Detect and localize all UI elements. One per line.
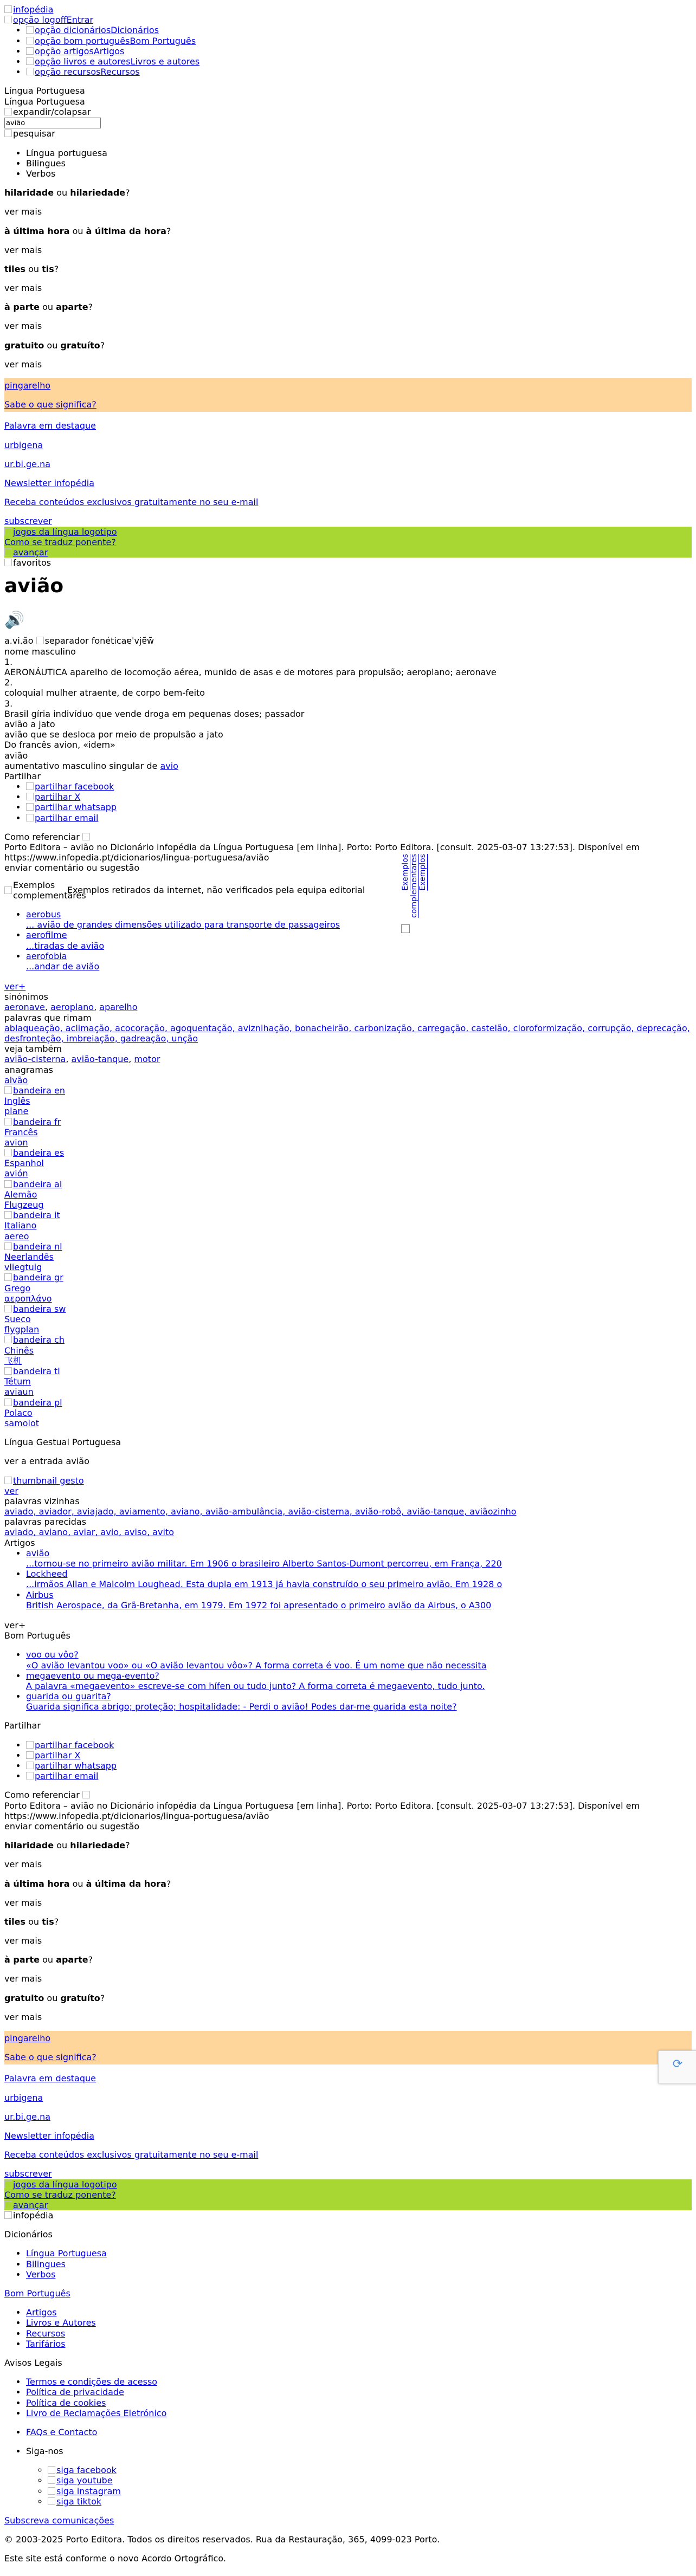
menu-item-dicionarios[interactable]: • opção dicionáriosDicionários bbox=[26, 25, 692, 35]
search-input[interactable] bbox=[4, 118, 101, 128]
quiz-more[interactable]: ver mais bbox=[4, 1859, 42, 1870]
word-promo[interactable]: pingarelho Sabe o que significa? bbox=[4, 378, 692, 412]
translations bbox=[4, 1085, 692, 1428]
logo-link[interactable]: infopédia bbox=[4, 4, 53, 15]
pronunciation: a.vi.ão separador fonéticaɐˈvjɐ̃w̃ bbox=[4, 636, 154, 646]
part-of-speech: nome masculino bbox=[4, 646, 76, 657]
see-also: avião-cisterna, avião-tanque, motor bbox=[4, 1054, 160, 1065]
games-logo-icon bbox=[4, 528, 12, 535]
flag-ch-icon bbox=[4, 1336, 12, 1343]
quiz-section-2 bbox=[4, 1840, 692, 2022]
dict-selector[interactable]: Língua Portuguesa bbox=[4, 86, 85, 96]
copy-icon bbox=[82, 833, 90, 840]
dictionary-icon bbox=[26, 26, 34, 34]
phrase: avião a jato bbox=[4, 719, 55, 729]
quiz-question: à última hora ou à última da hora? bbox=[4, 225, 171, 236]
header: infopédia opção logoffEntrar • opção dicionáriosDicionários • opção bom portuguêsBom Português • opção artigosArtigos • opção livros e autoresLivros e autores • opção recursosRecursos Língua Portuguesa Língua Portuguesa expandir/colapsar avião pesquisar • Língua portuguesa • Bilingues • Verbos bbox=[4, 4, 692, 179]
flag-nl-icon bbox=[4, 1242, 12, 1250]
article-item[interactable]: • Lockheed ...irmãos Allan e Malcolm Loughead. Esta dupla em 1913 já havia construído o seu primeiro avião. Em 1928 o bbox=[26, 1569, 692, 1589]
cite-text-2: Porto Editora – avião no Dicionário infopédia da Língua Portuguesa [em linha]. Porto: Porto Editora. [consult. 2025-03-07 13:27:53]. Disponível em https://www.infopedia.pt/dicionarios/lingua-portuguesa/avião bbox=[4, 1800, 640, 1821]
flag-pl-icon bbox=[4, 1399, 12, 1406]
sign-thumbnail-icon bbox=[4, 1477, 12, 1484]
quiz-question: gratuito ou gratuíto? bbox=[4, 1992, 105, 2003]
dict-option[interactable]: • Verbos bbox=[26, 169, 692, 179]
instagram-icon bbox=[48, 2487, 55, 2495]
synonyms: aeronave, aeroplano, aparelho bbox=[4, 1002, 138, 1013]
quiz-section bbox=[4, 187, 692, 370]
sense: 1. AERONÁUTICA aparelho de locomoção aérea, munido de asas e de motores para propulsão; aeroplano; aeronave bbox=[4, 656, 497, 677]
quiz-question: tiles ou tis? bbox=[4, 263, 59, 274]
similar-words[interactable]: aviado, aviano, aviar, avio, aviso, avito bbox=[4, 1527, 175, 1538]
flag-sw-icon bbox=[4, 1305, 12, 1312]
search-icon[interactable] bbox=[4, 130, 12, 137]
examples: Exemplos complementares Exemplos retirados da internet, não verificados pela equipa editorial • aerobus ... avião de grandes dimensões utilizado para transporte de passageiros • aerofilme ...tiradas de avião • aerofobia ...andar de avião ver+ bbox=[4, 880, 692, 992]
flag-es-icon bbox=[4, 1149, 12, 1156]
flag-tl-icon bbox=[4, 1367, 12, 1375]
menu-item-recursos[interactable]: • opção recursosRecursos bbox=[26, 67, 692, 77]
advance-icon bbox=[4, 2201, 12, 2209]
share-label: Partilhar bbox=[4, 771, 41, 781]
etymology: Do francês avion, «idem» bbox=[4, 740, 115, 750]
article-item[interactable]: • Airbus British Aerospace, da Grã-Bretanha, em 1979. Em 1972 foi apresentado o primeiro avião da Airbus, o A300 bbox=[26, 1590, 692, 1610]
login-link[interactable]: opção logoffEntrar bbox=[4, 15, 93, 25]
lgp-section: Língua Gestual Portuguesa ver a entrada avião thumbnail gesto ver bbox=[4, 1437, 121, 1496]
resources-icon bbox=[26, 68, 34, 75]
quiz-more[interactable]: ver mais bbox=[4, 321, 42, 332]
books-icon bbox=[26, 57, 34, 65]
translation[interactable]: bandeira ch Chinês 飞机 bbox=[4, 1335, 65, 1366]
footer: infopédia Dicionários • Língua Portuguesa • Bilingues • Verbos Bom Português • Artigos • Livros e Autores • Recursos • Tarifários Avisos Legais • Termos e condições de acesso • Política de privacidade • Política de cookies • Livro de Reclamações Eletrónico • FAQs e Contacto • Siga-nos ◦ siga facebook ◦ siga youtube ◦ siga instagram ◦ siga tiktok Subscreva comunicações © 2003-2025 Porto Editora. Todos os direitos reservados. Rua da Restauração, 365, 4099-023 Porto. Este site está conforme o novo Acordo Ortográfico. bbox=[4, 2210, 692, 2564]
entry: favoritos avião 🔊 a.vi.ão separador fonéticaɐˈvjɐ̃w̃ nome masculino 1. AERONÁUTICA aparelho de locomoção aérea, munido de asas e de motores para propulsão; aeroplano; aeronave 2. coloquial mulher atraente, de corpo bem-feito 3. Brasil gíria indivíduo que vende droga em pequenas doses; passador avião a jato avião que se desloca por meio de propulsão a jato Do francês avion, «idem» avião aumentativo masculino singular de avio Partilhar • partilhar facebook • partilhar X • partilhar whatsapp • partilhar email Como referenciar Porto Editora – avião no Dicionário infopédia da Língua Portuguesa [em linha]. Porto: Porto Editora. [consult. 2025-03-07 13:27:53]. Disponível em https://www.infopedia.pt/dicionarios/lingua-portuguesa/avião enviar comentário ou sugestão bbox=[4, 558, 692, 873]
phrase-def: avião que se desloca por meio de propulsão a jato bbox=[4, 729, 223, 740]
book-icon bbox=[26, 37, 34, 44]
quiz-question: à parte ou aparte? bbox=[4, 302, 93, 313]
sense: 2. coloquial mulher atraente, de corpo bem-feito bbox=[4, 677, 205, 698]
featured-syllables[interactable]: ur.bi.ge.na bbox=[4, 458, 51, 469]
translation[interactable]: bandeira tl Tétum aviaun bbox=[4, 1366, 60, 1397]
flag-fr-icon bbox=[4, 1118, 12, 1125]
quiz-question: hilaridade ou hilariedade? bbox=[4, 1840, 130, 1851]
translation[interactable]: bandeira nl Neerlandês vliegtuig bbox=[4, 1241, 62, 1273]
sense: 3. Brasil gíria indivíduo que vende droga em pequenas doses; passador bbox=[4, 698, 305, 719]
suggest-link-2[interactable]: enviar comentário ou sugestão bbox=[4, 1821, 140, 1831]
articles-more[interactable]: ver+ bbox=[4, 1620, 26, 1630]
examples-close-icon[interactable] bbox=[401, 924, 410, 933]
bp-item[interactable]: • guarida ou guarita? Guarida significa abrigo; proteção; hospitalidade: - Perdi o avião! Podes dar-me guarida esta noite? bbox=[26, 1691, 692, 1712]
email-icon bbox=[26, 1772, 34, 1779]
speaker-icon[interactable]: 🔊 bbox=[4, 611, 25, 630]
example-item[interactable]: • aerofilme ...tiradas de avião bbox=[26, 930, 692, 950]
quiz-more[interactable]: ver mais bbox=[4, 2011, 42, 2022]
share-label-2: Partilhar bbox=[4, 1720, 41, 1731]
phonetic-separator-icon bbox=[36, 637, 44, 644]
examples-icon bbox=[4, 886, 12, 894]
email-icon bbox=[26, 814, 34, 821]
favorites-icon[interactable] bbox=[4, 559, 12, 566]
promo-section-2: pingarelho Sabe o que significa? Palavra em destaque urbigena ur.bi.ge.na Newsletter infopédia Receba conteúdos exclusivos gratuitamente no seu e-mail subscrever jogos da língua logotipo Como se traduz ponente? avançar bbox=[4, 2031, 692, 2210]
translation[interactable]: bandeira sw Sueco flygplan bbox=[4, 1303, 66, 1335]
quiz-more[interactable]: ver mais bbox=[4, 1897, 42, 1908]
translation[interactable]: bandeira es Espanhol avión bbox=[4, 1148, 65, 1179]
featured-label[interactable]: Palavra em destaque bbox=[4, 420, 96, 431]
flag-gr-icon bbox=[4, 1273, 12, 1281]
translation[interactable]: bandeira it Italiano aereo bbox=[4, 1210, 60, 1241]
quiz-question: à última hora ou à última da hora? bbox=[4, 1878, 171, 1889]
games-promo[interactable]: jogos da língua logotipo Como se traduz ponente? avançar bbox=[4, 2179, 692, 2211]
newsletter-link[interactable]: Newsletter infopédia bbox=[4, 477, 94, 488]
bom-portugues: Bom Português • voo ou vôo? «O avião levantou voo» ou «O avião levantou vôo»? A forma correta é voo. É um nome que não necessita • megaevento ou mega-evento? A palavra «megaevento» escreve-se com hífen ou tudo junto? A forma correta é megaevento, tudo junto. • guarida ou guarita? Guarida significa abrigo; proteção; hospitalidade: - Perdi o avião! Podes dar-me guarida esta noite? bbox=[4, 1630, 692, 1712]
translation[interactable]: bandeira al Alemão Flugzeug bbox=[4, 1179, 62, 1210]
anagram[interactable]: alvão bbox=[4, 1075, 28, 1085]
articles: Artigos • avião ...tornou-se no primeiro avião militar. Em 1906 o brasileiro Alberto Santos-Dumont percorreu, em França, 220 • Lockheed ...irmãos Allan e Malcolm Loughead. Esta dupla em 1913 já havia construído o seu primeiro avião. Em 1928 o • Airbus British Aerospace, da Grã-Bretanha, em 1979. Em 1972 foi apresentado o primeiro avião da Airbus, o A300 ver+ bbox=[4, 1538, 692, 1631]
main-menu bbox=[4, 25, 692, 77]
promo-section bbox=[4, 378, 692, 558]
x-icon bbox=[26, 793, 34, 800]
quiz-more[interactable]: ver mais bbox=[4, 283, 42, 294]
logo-icon bbox=[4, 5, 12, 13]
dict-option[interactable]: • Língua portuguesa bbox=[26, 148, 692, 158]
quiz-question: tiles ou tis? bbox=[4, 1916, 59, 1927]
bp-item[interactable]: • voo ou vôo? «O avião levantou voo» ou «O avião levantou vôo»? A forma correta é voo. É um nome que não necessita bbox=[26, 1649, 692, 1670]
facebook-icon bbox=[26, 1741, 34, 1749]
whatsapp-icon bbox=[26, 1762, 34, 1769]
share-list-2: • partilhar facebook • partilhar X • partilhar whatsapp • partilhar email bbox=[4, 1740, 692, 1782]
translation[interactable]: bandeira en Inglês plane bbox=[4, 1085, 65, 1117]
facebook-icon bbox=[26, 782, 34, 790]
recaptcha-icon: ⟳ bbox=[672, 2057, 683, 2071]
youtube-icon bbox=[48, 2476, 55, 2484]
rhymes[interactable]: ablaqueação, aclimação, acocoração, agoquentação, aviznihação, bonacheirão, carbonização, carregação, castelão, cloroformização, corrupção, deprecação, desfronteção, imbreiação, gadreação, unção bbox=[4, 1022, 690, 1044]
newsletter-desc[interactable]: Receba conteúdos exclusivos gratuitamente no seu e-mail bbox=[4, 497, 259, 508]
entry-word: avião bbox=[4, 575, 64, 598]
article-icon bbox=[26, 47, 34, 55]
flag-it-icon bbox=[4, 1211, 12, 1219]
article-item[interactable]: • avião ...tornou-se no primeiro avião militar. Em 1906 o brasileiro Alberto Santos-Dumont percorreu, em França, 220 bbox=[26, 1548, 692, 1569]
examples-more[interactable]: ver+ bbox=[4, 981, 26, 992]
quiz-question: hilaridade ou hilariedade? bbox=[4, 187, 130, 198]
lgp-see[interactable]: ver bbox=[4, 1485, 18, 1496]
pos-2: aumentativo masculino singular de avio bbox=[4, 760, 178, 771]
dict-option[interactable]: • Bilingues bbox=[26, 158, 692, 169]
cite-label[interactable]: Como referenciar bbox=[4, 832, 692, 842]
copy-icon bbox=[82, 1791, 90, 1798]
quiz-more[interactable]: ver mais bbox=[4, 1936, 42, 1946]
dict-options bbox=[4, 148, 692, 179]
menu-item-livros[interactable]: • opção livros e autoresLivros e autores bbox=[26, 56, 692, 67]
games-logo-icon bbox=[4, 2180, 12, 2188]
translation[interactable]: bandeira gr Grego αεροπλάνο bbox=[4, 1272, 63, 1304]
quiz-question: à parte ou aparte? bbox=[4, 1954, 93, 1965]
quiz-more[interactable]: ver mais bbox=[4, 244, 42, 255]
suggest-link[interactable]: enviar comentário ou sugestão bbox=[4, 863, 140, 873]
dict-selector-label: Língua Portuguesa bbox=[4, 96, 85, 107]
expand-icon[interactable] bbox=[4, 108, 12, 115]
translation[interactable]: bandeira pl Polaco samolot bbox=[4, 1397, 62, 1428]
facebook-icon bbox=[48, 2466, 55, 2474]
entry-word-2: avião bbox=[4, 750, 28, 761]
related: sinónimos aeronave, aeroplano, aparelho palavras que rimam ablaqueação, aclimação, acocoração, agoquentação, aviznihação, bonacheirão, carbonização, carregação, castelão, cloroformização, corrupção, deprecação, desfronteção, imbreiação, gadreação, unção veja também avião-cisterna, avião-tanque, motor anagramas alvão bbox=[4, 992, 692, 1085]
bp-item[interactable]: • megaevento ou mega-evento? A palavra «megaevento» escreve-se com hífen ou tudo junto? A forma correta é megaevento, tudo junto. bbox=[26, 1671, 692, 1691]
subscribe-link[interactable]: subscrever bbox=[4, 516, 52, 527]
flag-de-icon bbox=[4, 1180, 12, 1188]
word-promo[interactable]: pingarelho Sabe o que significa? bbox=[4, 2031, 692, 2064]
cite-label-2[interactable]: Como referenciar bbox=[4, 1790, 692, 1800]
quiz-more[interactable]: ver mais bbox=[4, 359, 42, 370]
examples-side-tab[interactable]: Exemplos complementares Exemplos bbox=[401, 854, 427, 918]
x-icon bbox=[26, 1751, 34, 1759]
featured-word[interactable]: urbigena bbox=[4, 439, 43, 450]
cite-text: Porto Editora – avião no Dicionário infopédia da Língua Portuguesa [em linha]. Porto: Porto Editora. [consult. 2025-03-07 13:27:53]. Disponível em https://www.infopedia.pt/dicionarios/lingua-portuguesa/avião bbox=[4, 842, 640, 863]
example-item[interactable]: • aerofobia ...andar de avião bbox=[26, 951, 692, 972]
whatsapp-icon bbox=[26, 803, 34, 811]
example-item[interactable]: • aerobus ... avião de grandes dimensões utilizado para transporte de passageiros bbox=[26, 909, 692, 930]
logoff-icon bbox=[4, 16, 12, 23]
menu-item-bom-portugues[interactable]: • opção bom portuguêsBom Português bbox=[26, 36, 692, 46]
share-list: • partilhar facebook • partilhar X • partilhar whatsapp • partilhar email bbox=[4, 781, 692, 823]
advance-icon bbox=[4, 548, 12, 556]
footer-logo-icon bbox=[4, 2211, 12, 2219]
neighbor-words[interactable]: aviado, aviador, aviajado, aviamento, aviano, avião-ambulância, avião-cisterna, avião-robô, avião-tanque, aviãozinho bbox=[4, 1506, 517, 1517]
translation[interactable]: bandeira fr Francês avion bbox=[4, 1116, 61, 1148]
recaptcha-badge[interactable] bbox=[658, 2050, 696, 2084]
quiz-question: gratuito ou gratuíto? bbox=[4, 340, 105, 351]
menu-item-artigos[interactable]: • opção artigosArtigos bbox=[26, 46, 692, 56]
tiktok-icon bbox=[48, 2497, 55, 2505]
flag-en-icon bbox=[4, 1086, 12, 1094]
neighbors: palavras vizinhas aviado, aviador, aviajado, aviamento, aviano, avião-ambulância, avião-cisterna, avião-robô, avião-tanque, aviãozinho palavras parecidas aviado, aviano, aviar, avio, aviso, avito bbox=[4, 1496, 517, 1538]
games-promo[interactable]: jogos da língua logotipo Como se traduz ponente? avançar bbox=[4, 527, 692, 558]
quiz-more[interactable]: ver mais bbox=[4, 1973, 42, 1984]
quiz-more[interactable]: ver mais bbox=[4, 206, 42, 217]
